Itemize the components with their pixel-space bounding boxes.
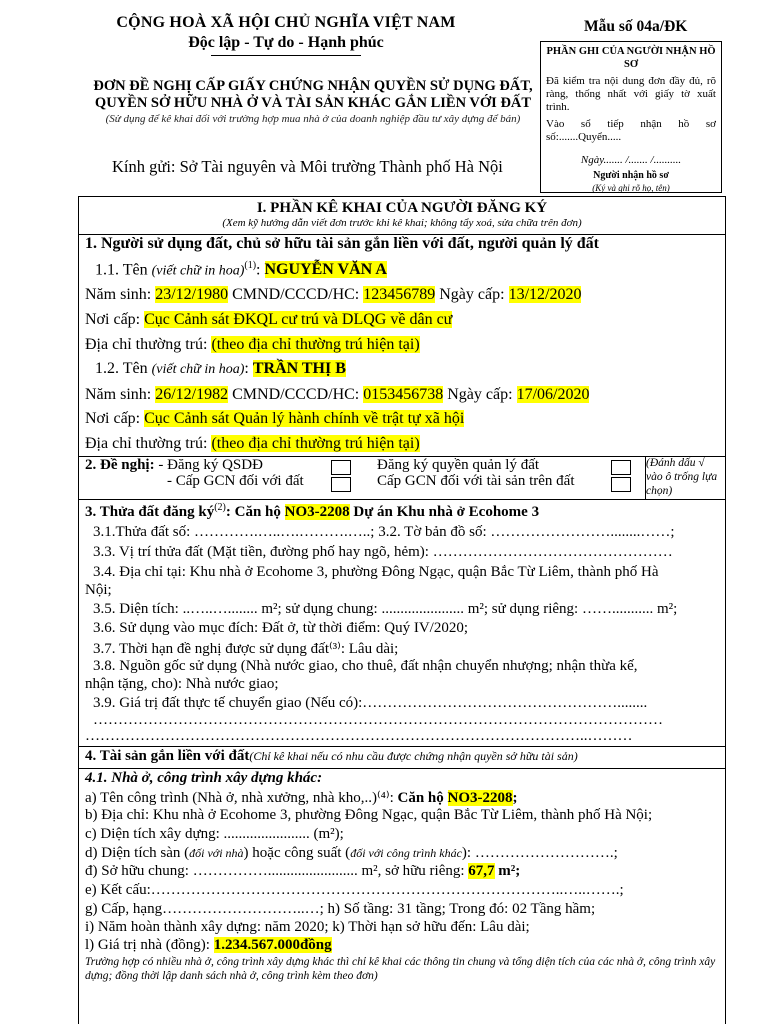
application-title [88,78,538,125]
request-opt3: - Cấp GCN đối với đất [167,473,304,489]
land-3-1: 3.1.Thửa đất số: ………….…..….……….…..; 3.2. Tờ bản đồ số: ……………………........……; [93,524,675,540]
owner2-birth: 26/12/1982 [155,386,229,403]
request-opt2: Đăng ký quyền quản lý đất [377,457,540,473]
section1-note: (Xem kỹ hướng dẫn viết đơn trước khi kê khai; không tẩy xoá, sửa chữa trên đơn) [222,217,582,229]
owners-heading: 1. Người sử dụng đất, chủ sở hữu tài sản gắn liền với đất, người quản lý đất [85,235,599,252]
divider [79,768,725,769]
application-subtitle: (Sử dụng để kê khai đối với trường hợp mua nhà ở của doanh nghiệp đầu tư xây dựng để bán) [105,113,521,125]
owner2-name-row: 1.2. Tên (viết chữ in hoa): TRẦN THỊ B [95,360,346,377]
land-3-5: 3.5. Diện tích: ..…..…........ m²; sử dụng chung: ...................... m²; sử dụng riêng: ……........... m²; [93,601,678,617]
receiver-box-title: PHẦN GHI CỦA NGƯỜI NHẬN HỒ SƠ [546,46,716,70]
land-3-3: 3.3. Vị trí thửa đất (Mặt tiền, đường phố hay ngõ, hẻm): ………………………………………… [93,544,673,560]
national-title: CỘNG HOÀ XÃ HỘI CHỦ NGHĨA VIỆT NAM [116,14,456,31]
assets-e: e) Kết cấu:………………………………………………………………………..…..…….; [85,882,624,898]
motto-underline [211,55,361,56]
assets-c: c) Diện tích xây dựng: ....................... (m²); [85,826,344,842]
owner2-issue-date: 17/06/2020 [516,386,590,403]
owner1-address: (theo địa chỉ thường trú hiện tại) [211,336,420,353]
assets-unit: NO3-2208 [447,790,513,806]
assets-footnote: Trường hợp có nhiều nhà ở, công trình xây dựng khác thì chỉ kê khai các thông tin chung và tổng diện tích của các nhà ở, công trình xây dựng; đồng thời lập danh sách nhà ở, công trình kèm theo đơn) [85,956,716,982]
application-title-line1: ĐƠN ĐỀ NGHỊ CẤP GIẤY CHỨNG NHẬN QUYỀN SỬ DỤNG ĐẤT, [93,78,533,94]
land-3-8: 3.8. Nguồn gốc sử dụng (Nhà nước giao, cho thuê, đất nhận chuyển nhượng; nhận thừa kế, [93,658,638,674]
owner2-address: (theo địa chỉ thường trú hiện tại) [211,435,420,452]
receiver-signer: Người nhận hồ sơ [593,170,669,181]
owner1-name-row: 1.1. Tên (viết chữ in hoa)$^{(1)}$: NGUYỄN VĂN A [95,260,387,279]
request-opt4: Cấp GCN đối với tài sản trên đất [377,473,575,489]
request-side-note: (Đánh dấu √ vào ô trống lựa chọn) [646,457,718,497]
owner1-issue-place-row: Nơi cấp: Cục Cảnh sát ĐKQL cư trú và DLQG về dân cư [85,311,453,328]
application-title-line2: QUYỀN SỞ HỮU NHÀ Ở VÀ TÀI SẢN KHÁC GẮN LIỀN VỚI ĐẤT [94,95,532,111]
assets-heading: 4. Tài sản gắn liền với đất(Chỉ kê khai nếu có nhu cầu được chứng nhận quyền sở hữu tài sản) [85,748,578,764]
form-number: Mẫu số 04a/ĐK [584,18,688,35]
land-3-9: 3.9. Giá trị đất thực tế chuyển giao (Nếu có):……………………………………………........ [93,695,648,711]
owner1-issue-date: 13/12/2020 [508,286,582,303]
receiver-box [540,41,722,193]
owner1-name: NGUYỄN VĂN A [264,261,387,279]
land-3-9-dots: …………………………………………………………………………………………………… [93,712,663,728]
owner1-birth: 23/12/1980 [155,286,229,303]
request-row-1: 2. Đề nghị: - Đăng ký QSDĐ [85,457,263,473]
assets-d: d) Diện tích sàn (đối với nhà) hoặc công suất (đối với công trình khác): ……………………….; [85,845,618,861]
assets-g: g) Cấp, hạng………………………..…; h) Số tầng: 31 tầng; Trong đó: 02 Tầng hầm; [85,901,596,917]
checkbox-cert-land[interactable] [331,477,351,492]
owner2-name: TRẦN THỊ B [252,360,346,377]
receiver-check-text: Đã kiểm tra nội dung đơn đầy đủ, rõ ràng, thống nhất với giấy tờ xuất trình. [546,75,716,113]
assets-b: b) Địa chỉ: Khu nhà ở Ecohome 3, phường Đông Ngạc, quận Bắc Từ Liêm, thành phố Hà Nội; [85,807,653,823]
assets-a: a) Tên công trình (Nhà ở, nhà xưởng, nhà kho,..)⁽⁴⁾: Căn hộ NO3-2208; [85,790,518,806]
house-value: 1.234.567.000đồng [213,937,332,953]
private-area: 67,7 [468,863,495,879]
owner1-address-row: Địa chỉ thường trú: (theo địa chỉ thường trú hiện tại) [85,336,420,353]
land-heading: 3. Thửa đất đăng $ký^{(2)}$: Căn hộ NO3-2208 Dự án Khu nhà ở Ecohome 3 [85,502,540,520]
receiver-entry-text: Vào sổ tiếp nhận hồ sơ số:.......Quyển..... [546,118,716,143]
land-unit: NO3-2208 [284,504,350,520]
declaration-frame [78,196,726,1024]
addressee: Kính gửi: Sở Tài nguyên và Môi trường Thành phố Hà Nội [112,157,503,176]
owner1-id: 123456789 [363,286,436,303]
divider [79,746,725,747]
receiver-date: Ngày....... /....... /.......... [580,154,682,166]
land-3-7: 3.7. Thời hạn đề nghị được sử dụng đất⁽³⁾: Lâu dài; [93,641,399,657]
assets-l: l) Giá trị nhà (đồng): 1.234.567.000đồng [85,937,332,953]
owner2-issue-place-row: Nơi cấp: Cục Cảnh sát Quản lý hành chính về trật tự xã hội [85,410,465,427]
motto: Độc lập - Tự do - Hạnh phúc [188,34,384,51]
checkbox-cert-assets[interactable] [611,477,631,492]
assets-dd: đ) Sở hữu chung: ……………........................ m², sở hữu riêng: 67,7 m²; [85,863,521,879]
section1-title: I. PHẦN KÊ KHAI CỦA NGƯỜI ĐĂNG KÝ [256,200,548,216]
land-3-9-dots: ………………………………………………………………………………………..……… [85,728,633,744]
land-3-4-cont: Nội; [85,582,112,598]
owner2-id: 0153456738 [363,386,444,403]
section1-header [79,197,725,229]
divider [79,499,725,500]
owner1-issue-place: Cục Cảnh sát ĐKQL cư trú và DLQG về dân cư [144,311,453,328]
owner2-address-row: Địa chỉ thường trú: (theo địa chỉ thường trú hiện tại) [85,435,420,452]
land-3-6: 3.6. Sử dụng vào mục đích: Đất ở, từ thời điểm: Quý IV/2020; [93,620,469,636]
assets-i: i) Năm hoàn thành xây dựng: năm 2020; k) Thời hạn sở hữu đến: Lâu dài; [85,919,530,935]
assets-subheading: 4.1. Nhà ở, công trình xây dựng khác: [85,770,323,786]
land-3-4: 3.4. Địa chỉ tại: Khu nhà ở Ecohome 3, phường Đông Ngạc, quận Bắc Từ Liêm, thành phố Hà [93,564,659,580]
owner2-birth-row: Năm sinh: 26/12/1982 CMND/CCCD/HC: 0153456738 Ngày cấp: 17/06/2020 [85,386,590,403]
owner1-birth-row: Năm sinh: 23/12/1980 CMND/CCCD/HC: 123456789 Ngày cấp: 13/12/2020 [85,286,582,303]
land-3-8-cont: nhận tặng, cho): Nhà nước giao; [85,676,279,692]
receiver-signer-note: (Ký và ghi rõ họ, tên) [592,183,670,193]
national-header [86,14,486,56]
owner2-issue-place: Cục Cảnh sát Quản lý hành chính về trật tự xã hội [144,410,465,427]
